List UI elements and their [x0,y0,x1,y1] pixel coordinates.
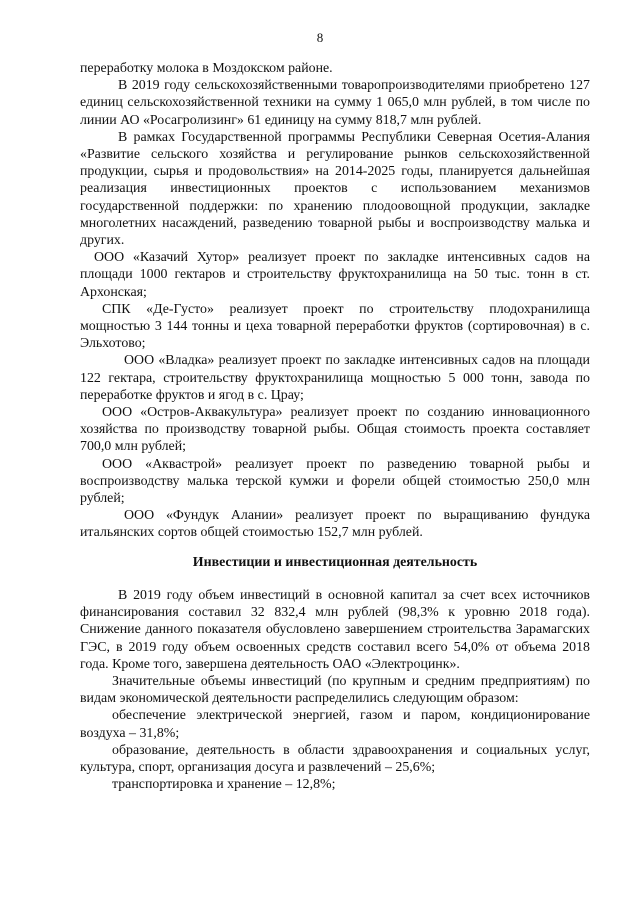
paragraph: ООО «Казачий Хутор» реализует проект по закладке интенсивных садов на площади 1000 гектаров и строительству фруктохранилища на 50 тыс. тонн в ст. Архонская; [80,250,590,300]
paragraph: В рамках Государственной программы Республики Северная Осетия-Алания «Развитие сельского хозяйства и регулирование рынков сельскохозяйственной продукции, сырья и продовольствия» на 2014-2025 годы, планируется дальнейшая реализация инвестиционных проектов с использованием механизмов государственной поддержки: по хранению плодоовощной продукции, закладке многолетних насаждений, разведению товарной рыбы и воспроизводству малька и других. [80,129,590,249]
section-heading: Инвестиции и инвестиционная деятельность [192,554,478,570]
list-item: образование, деятельность в области здравоохранения и социальных услуг, культура, спорт, организация досуга и развлечений – 25,6%; [80,742,590,775]
paragraph: Значительные объемы инвестиций (по крупным и средним предприятиям) по видам экономической деятельности распределились следующим образом: [80,673,590,707]
paragraph: СПК «Де-Густо» реализует проект по строительству плодохранилища мощностью 3 144 тонны и цеха товарной переработки фруктов (сортировочная) в с. Эльхотово; [80,301,590,352]
paragraph: ООО «Аквастрой» реализует проект по разведению товарной рыбы и воспроизводству малька терской кумжи и форели общей стоимостью 250,0 млн рублей; [80,456,590,507]
paragraph: ООО «Фундук Алании» реализует проект по выращиванию фундука итальянских сортов общей стоимостью 152,7 млн рублей. [80,508,590,541]
page-number: 8 [316,30,324,45]
list-item: обеспечение электрической энергией, газом и паром, кондиционирование воздуха – 31,8%; [80,708,590,741]
document-body [80,60,590,793]
paragraph: В 2019 году объем инвестиций в основной капитал за счет всех источников финансирования составил 32 832,4 млн рублей (98,3% к уровню 2018 года). Снижение данного показателя обусловлено завершением строительства Зарамагских ГЭС, в 2019 году объем освоенных средств составил всего 54,0% от объема 2018 года. Кроме того, завершена деятельность ОАО «Электроцинк». [80,587,590,672]
paragraph: ООО «Остров-Аквакультура» реализует проект по созданию инновационного хозяйства по производству товарной рыбы. Общая стоимость проекта составляет 700,0 млн рублей; [80,405,590,455]
paragraph: переработку молока в Моздокском районе. [80,61,333,76]
paragraph: ООО «Владка» реализует проект по закладке интенсивных садов на площади 122 гектара, строительству фруктохранилища мощностью 5 000 тонн, завода по переработке фруктов и ягод в с. Црау; [80,353,590,403]
list-item: транспортировка и хранение – 12,8%; [112,777,336,793]
paragraph: В 2019 году сельскохозяйственными товаропроизводителями приобретено 127 единиц сельскохозяйственной техники на сумму 1 065,0 млн рублей, в том числе по линии АО «Росагролизинг» 61 единицу на сумму 818,7 млн рублей. [80,78,590,128]
